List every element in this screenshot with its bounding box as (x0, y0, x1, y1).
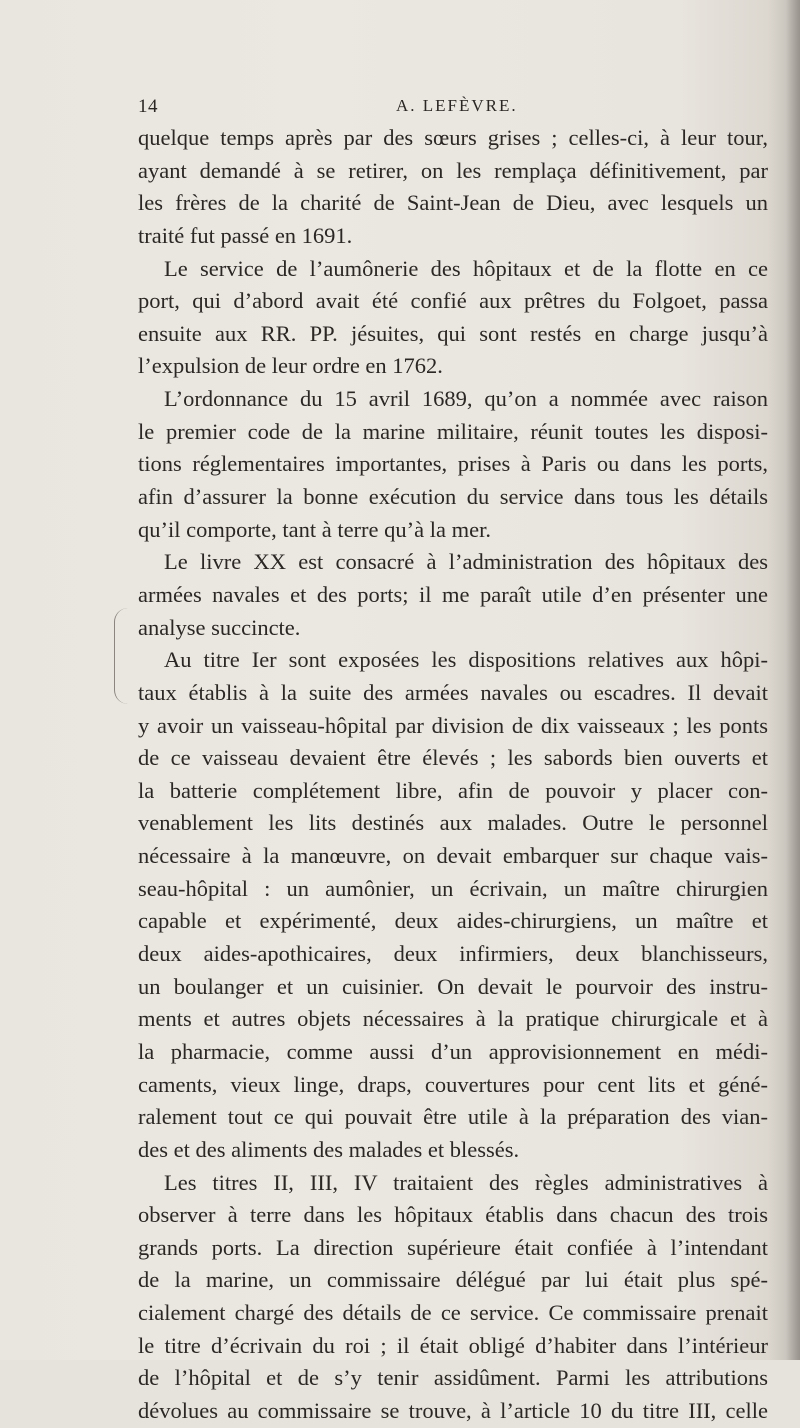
page-edge-shadow (786, 0, 800, 1360)
text-line: qu’il comporte, tant à terre qu’à la mer. (138, 516, 491, 542)
text-line: armées navales et des ports; il me paraît utile d’en présenter une (138, 581, 768, 607)
text-line: des et des aliments des malades et blessés. (138, 1136, 520, 1162)
text-line: caments, vieux linge, draps, couvertures pour cent lits et géné- (138, 1071, 768, 1097)
text-line: un boulanger et un cuisinier. On devait le pourvoir des instru- (138, 973, 768, 999)
text-line: la batterie complétement libre, afin de pouvoir y placer con- (138, 777, 768, 803)
text-line: le titre d’écrivain du roi ; il était obligé d’habiter dans l’intérieur (138, 1332, 768, 1358)
running-head: A. LEFÈVRE. (396, 96, 518, 115)
text-line: ayant demandé à se retirer, on les remplaça définitivement, par (138, 157, 768, 183)
text-line: la pharmacie, comme aussi d’un approvisionnement en médi- (138, 1038, 768, 1064)
text-line: de l’hôpital et de s’y tenir assidûment. Parmi les attributions (138, 1365, 768, 1391)
text-line: afin d’assurer la bonne exécution du service dans tous les détails (138, 484, 768, 510)
text-line: traité fut passé en 1691. (138, 222, 353, 248)
text-line: ments et autres objets nécessaires à la pratique chirurgicale et à (138, 1006, 768, 1032)
text-line: port, qui d’abord avait été confié aux prêtres du Folgoet, passa (138, 288, 768, 314)
text-line: L’ordonnance du 15 avril 1689, qu’on a nommée avec raison (164, 386, 768, 412)
text-line: de ce vaisseau devaient être élevés ; les sabords bien ouverts et (138, 745, 768, 771)
text-line: cialement chargé des détails de ce service. Ce commissaire prenait (138, 1300, 768, 1326)
text-line: Les titres II, III, IV traitaient des règles administratives à (164, 1169, 768, 1195)
page-number: 14 (138, 96, 158, 117)
text-line: dévolues au commissaire se trouve, à l’article 10 du titre III, celle (138, 1397, 768, 1423)
text-line: analyse succincte. (138, 614, 301, 640)
text-line: observer à terre dans les hôpitaux établis dans chacun des trois (138, 1202, 768, 1228)
text-line: seau-hôpital : un aumônier, un écrivain, un maître chirurgien (138, 875, 768, 901)
text-line: Le livre XX est consacré à l’administration des hôpitaux des (164, 549, 768, 575)
text-line: Le service de l’aumônerie des hôpitaux et de la flotte en ce (164, 255, 768, 281)
margin-bracket-mark (114, 608, 131, 704)
text-line: quelque temps après par des sœurs grises ; celles-ci, à leur tour, (138, 125, 768, 150)
text-line: le premier code de la marine militaire, réunit toutes les disposi- (138, 418, 768, 444)
text-line: deux aides-apothicaires, deux infirmiers, deux blanchisseurs, (138, 941, 768, 967)
text-line: grands ports. La direction supérieure était confiée à l’intendant (138, 1234, 768, 1260)
text-line: de la marine, un commissaire délégué par lui était plus spé- (138, 1267, 768, 1293)
text-line: Au titre Ier sont exposées les dispositions relatives aux hôpi- (164, 647, 768, 673)
body-text (138, 122, 768, 1428)
text-line: y avoir un vaisseau-hôpital par division de dix vaisseaux ; les ponts (138, 712, 768, 738)
text-line: venablement les lits destinés aux malades. Outre le personnel (138, 810, 768, 836)
text-line: capable et expérimenté, deux aides-chirurgiens, un maître et (138, 908, 768, 934)
text-line: tions réglementaires importantes, prises à Paris ou dans les ports, (138, 451, 768, 477)
text-line: nécessaire à la manœuvre, on devait embarquer sur chaque vais- (138, 843, 768, 869)
text-line: les frères de la charité de Saint-Jean de Dieu, avec lesquels un (138, 190, 768, 216)
text-line: taux établis à la suite des armées navales ou escadres. Il devait (138, 679, 768, 705)
text-line: l’expulsion de leur ordre en 1762. (138, 353, 443, 379)
text-line: ralement tout ce qui pouvait être utile à la préparation des vian- (138, 1104, 768, 1130)
text-line: ensuite aux RR. PP. jésuites, qui sont restés en charge jusqu’à (138, 320, 768, 346)
